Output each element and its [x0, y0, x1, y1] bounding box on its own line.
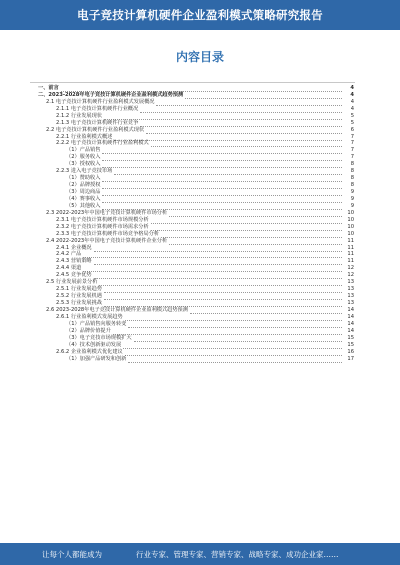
toc-entry-page: 11	[347, 251, 354, 258]
toc-entry-page: 15	[347, 341, 354, 348]
toc-leader-dots	[102, 163, 342, 168]
toc-entry-text: 2.2.1 行业盈利模式概述	[56, 133, 113, 140]
toc-leader-dots	[151, 142, 342, 147]
toc-entry-page: 4	[350, 84, 354, 91]
table-of-contents	[38, 85, 354, 363]
toc-entry-page: 8	[350, 168, 354, 175]
toc-entry-page: 16	[347, 348, 354, 355]
toc-leader-dots	[102, 184, 342, 189]
toc-entry[interactable]	[38, 231, 354, 238]
toc-leader-dots	[128, 358, 342, 363]
toc-leader-dots	[140, 122, 342, 127]
toc-entry-page: 9	[350, 195, 354, 202]
toc-leader-dots	[102, 198, 342, 203]
toc-entry[interactable]	[38, 224, 354, 231]
toc-entry-page: 7	[350, 147, 354, 154]
toc-entry-text: 2.4.5 竞争优势	[56, 272, 92, 279]
toc-entry[interactable]	[38, 307, 354, 314]
toc-entry[interactable]	[38, 203, 354, 210]
toc-leader-dots	[123, 344, 342, 349]
toc-entry[interactable]	[38, 314, 354, 321]
toc-entry-text: （1）赞助收入	[66, 175, 101, 182]
toc-entry-text: 2.2.2 电子竞技计算机硬件行业盈利模式	[56, 140, 149, 147]
toc-entry-page: 8	[350, 182, 354, 189]
toc-entry[interactable]	[38, 106, 354, 113]
footer-right-text: 行业专家、管理专家、营销专家、战略专家、成功企业家……	[136, 549, 339, 559]
toc-entry-text: （4）技术创新驱动发展	[66, 341, 122, 348]
toc-leader-dots	[94, 260, 342, 265]
toc-entry-page: 17	[347, 355, 354, 362]
toc-entry-text: 2.5.2 行业发展机遇	[56, 293, 102, 300]
page-title: 内容目录	[175, 50, 224, 64]
toc-entry-page: 13	[347, 279, 354, 286]
toc-leader-dots	[185, 94, 342, 99]
toc-entry-page: 14	[347, 306, 354, 313]
toc-entry-text: 2.1 电子竞技计算机硬件行业盈利模式发展概况	[46, 98, 155, 105]
toc-leader-dots	[102, 156, 342, 161]
toc-entry[interactable]	[38, 99, 354, 106]
toc-entry-page: 9	[350, 202, 354, 209]
toc-entry[interactable]	[38, 189, 354, 196]
toc-entry-page: 10	[347, 230, 354, 237]
toc-entry[interactable]	[38, 245, 354, 252]
toc-entry-text: 2.5.3 行业发展挑战	[56, 300, 102, 307]
toc-leader-dots	[146, 129, 342, 134]
toc-entry-page: 5	[350, 112, 354, 119]
toc-leader-dots	[125, 351, 342, 356]
toc-entry-text: 一、前言	[38, 84, 59, 91]
toc-leader-dots	[151, 226, 342, 231]
toc-entry[interactable]	[38, 328, 354, 335]
toc-entry[interactable]	[38, 196, 354, 203]
toc-leader-dots	[104, 115, 342, 120]
toc-entry-page: 11	[347, 258, 354, 265]
toc-entry-text: 2.3 2022-2023年中国电子竞技计算机硬件市场分析	[46, 209, 168, 216]
toc-entry-text: （2）服务收入	[66, 154, 101, 161]
toc-leader-dots	[102, 191, 342, 196]
toc-entry-page: 8	[350, 175, 354, 182]
toc-leader-dots	[169, 212, 342, 217]
toc-entry-text: 2.4.4 渠道	[56, 265, 82, 272]
toc-entry-page: 13	[347, 293, 354, 300]
toc-entry[interactable]	[38, 321, 354, 328]
toc-leader-dots	[151, 219, 342, 224]
toc-entry-text: 2.1.1 电子竞技计算机硬件行业概况	[56, 105, 139, 112]
toc-entry-page: 11	[347, 244, 354, 251]
toc-leader-dots	[156, 101, 342, 106]
toc-entry-text: 2.6 2023-2028年电子竞技计算机硬件企业盈利模式趋势预测	[46, 306, 188, 313]
toc-entry-page: 5	[350, 119, 354, 126]
toc-entry[interactable]	[38, 85, 354, 92]
toc-entry-page: 7	[350, 133, 354, 140]
toc-entry[interactable]	[38, 335, 354, 342]
toc-entry-text: （3）授权收入	[66, 161, 101, 168]
toc-leader-dots	[99, 281, 342, 286]
toc-entry-page: 10	[347, 209, 354, 216]
toc-entry-page: 10	[347, 216, 354, 223]
toc-entry[interactable]	[38, 113, 354, 120]
toc-entry-page: 7	[350, 140, 354, 147]
toc-leader-dots	[104, 288, 342, 293]
toc-leader-dots	[83, 253, 342, 258]
toc-leader-dots	[169, 240, 342, 245]
toc-entry[interactable]	[38, 356, 354, 363]
toc-entry-text: 2.4.2 产品	[56, 251, 82, 258]
toc-top-rule	[30, 82, 355, 83]
toc-entry-page: 8	[350, 161, 354, 168]
toc-leader-dots	[140, 108, 342, 113]
toc-entry-text: （2）品牌授权	[66, 182, 101, 189]
toc-entry-text: （4）赛事收入	[66, 195, 101, 202]
toc-entry-text: 2.3.2 电子竞技计算机硬件市场需求分析	[56, 223, 149, 230]
report-header-title: 电子竞技计算机硬件企业盈利模式策略研究报告	[77, 8, 323, 22]
toc-entry[interactable]	[38, 342, 354, 349]
toc-entry[interactable]	[38, 238, 354, 245]
toc-entry-page: 14	[347, 327, 354, 334]
toc-leader-dots	[104, 295, 342, 300]
toc-entry[interactable]	[38, 349, 354, 356]
toc-entry-text: 2.6.2 企业盈利模式优化建议	[56, 348, 123, 355]
toc-entry-page: 4	[350, 98, 354, 105]
toc-entry-page: 6	[350, 126, 354, 133]
toc-entry-page: 15	[347, 334, 354, 341]
toc-entry-text: 2.3.1 电子竞技计算机硬件市场规模分析	[56, 216, 149, 223]
toc-entry-text: 2.2.3 进入电子竞技市场	[56, 168, 113, 175]
toc-entry-page: 14	[347, 320, 354, 327]
report-header	[0, 0, 400, 30]
toc-entry[interactable]	[38, 92, 354, 99]
toc-leader-dots	[114, 170, 342, 175]
toc-leader-dots	[128, 323, 342, 328]
toc-entry-text: （1）加强产品研发和创新	[66, 355, 127, 362]
toc-entry-text: 2.4.3 营销策略	[56, 258, 92, 265]
toc-entry-page: 4	[350, 105, 354, 112]
toc-entry-text: 2.5 行业发展前景分析	[46, 279, 98, 286]
toc-entry-text: 2.2 电子竞技计算机硬件行业盈利模式现状	[46, 126, 145, 133]
toc-entry[interactable]	[38, 120, 354, 127]
toc-entry-text: 2.4 2022-2023年中国电子竞技计算机硬件企业分析	[46, 237, 168, 244]
toc-entry-page: 9	[350, 189, 354, 196]
toc-entry-text: （3）周边商品	[66, 189, 101, 196]
toc-entry-page: 4	[350, 91, 354, 98]
footer-left-text: 让每个人都能成为	[42, 549, 102, 559]
toc-entry-text: （3）电子竞技市场规模扩大	[66, 334, 132, 341]
toc-entry-page: 11	[347, 237, 354, 244]
toc-leader-dots	[190, 309, 342, 314]
toc-entry-text: 2.1.3 电子竞技计算机硬件行业竞争	[56, 119, 139, 126]
toc-entry[interactable]	[38, 210, 354, 217]
toc-entry-text: （1）产品销售	[66, 147, 101, 154]
toc-entry-text: 2.4.1 企业概况	[56, 244, 92, 251]
toc-entry-page: 12	[347, 265, 354, 272]
toc-entry[interactable]	[38, 217, 354, 224]
toc-entry[interactable]	[38, 127, 354, 134]
toc-entry-page: 14	[347, 313, 354, 320]
toc-leader-dots	[102, 177, 342, 182]
toc-leader-dots	[113, 330, 342, 335]
toc-entry-text: 2.1.2 行业发展现状	[56, 112, 102, 119]
toc-entry-page: 13	[347, 300, 354, 307]
toc-entry-page: 7	[350, 154, 354, 161]
toc-entry[interactable]	[38, 300, 354, 307]
toc-leader-dots	[94, 274, 342, 279]
toc-leader-dots	[161, 233, 342, 238]
toc-entry-text: 二、2023-2028年电子竞技计算机硬件企业盈利模式趋势预测	[38, 91, 184, 98]
toc-leader-dots	[83, 267, 342, 272]
toc-leader-dots	[102, 149, 342, 154]
toc-entry-text: 2.6.1 行业盈利模式发展趋势	[56, 313, 123, 320]
toc-entry-page: 12	[347, 272, 354, 279]
toc-entry-text: （1）产品销售向服务转变	[66, 320, 127, 327]
report-footer	[0, 543, 400, 565]
toc-leader-dots	[94, 247, 342, 252]
toc-entry-text: （5）其他收入	[66, 202, 101, 209]
toc-entry-page: 10	[347, 223, 354, 230]
toc-entry-text: （2）品牌价值提升	[66, 327, 111, 334]
toc-entry-text: 2.5.1 行业发展趋势	[56, 286, 102, 293]
toc-leader-dots	[134, 337, 342, 342]
toc-entry[interactable]	[38, 258, 354, 265]
toc-leader-dots	[125, 316, 342, 321]
toc-entry-text: 2.3.3 电子竞技计算机硬件市场竞争格局分析	[56, 230, 160, 237]
toc-entry-page: 13	[347, 286, 354, 293]
